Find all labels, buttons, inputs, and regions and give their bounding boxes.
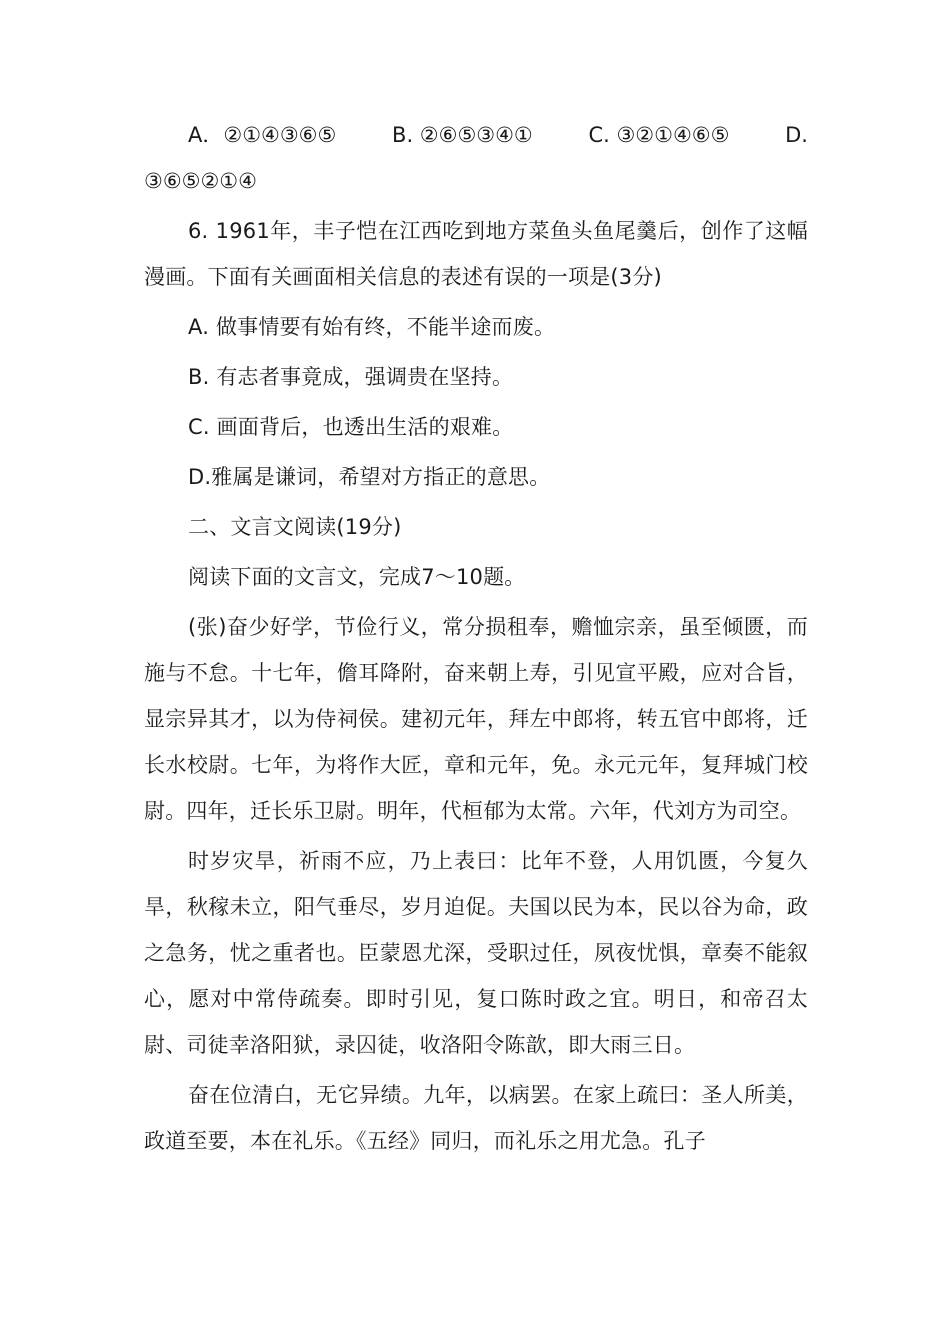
passage-paragraph-1: (张)奋少好学，节俭行义，常分损租奉，赡恤宗亲，虽至倾匮，而施与不怠。十七年，儋耳降附，奋来朝上寿，引见宣平殿，应对合旨，显宗异其才，以为侍祠侯。建初元年，拜左中郎将，转五官中郎将，迁长水校尉。七年，为将作大匠，章和元年，免。永元元年，复拜城门校尉。四年，迁长乐卫尉。明年，代桓郁为太常。六年，代刘方为司空。 [144, 615, 808, 823]
q6-option-b: B. 有志者事竟成，强调贵在坚持。 [188, 365, 514, 389]
document-page [144, 112, 808, 1164]
q6-stem: 6. 1961年，丰子恺在江西吃到地方菜鱼头鱼尾羹后，创作了这幅漫画。下面有关画面相关信息的表述有误的一项是(3分) [144, 219, 808, 289]
section-heading: 二、文言文阅读(19分) [188, 515, 402, 539]
q6-option-d: D.雅属是谦词，希望对方指正的意思。 [188, 465, 551, 489]
passage-paragraph-3: 奋在位清白，无它异绩。九年，以病罢。在家上疏曰：圣人所美，政道至要，本在礼乐。《五经》同归，而礼乐之用尤急。孔子 [144, 1083, 808, 1153]
q5-option-c: C. ③②①④⑥⑤ [588, 123, 730, 147]
q5-option-b: B. ②⑥⑤③④① [392, 123, 533, 147]
q6-option-c: C. 画面背后，也透出生活的艰难。 [188, 415, 514, 439]
passage-paragraph-2: 时岁灾旱，祈雨不应，乃上表曰：比年不登，人用饥匮，今复久旱，秋稼未立，阳气垂尽，岁月迫促。夫国以民为本，民以谷为命，政之急务，忧之重者也。臣蒙恩尤深，受职过任，夙夜忧惧，章奏不能叙心，愿对中常侍疏奏。即时引见，复口陈时政之宜。明日，和帝召太尉、司徒幸洛阳狱，录囚徒，收洛阳令陈歆，即大雨三日。 [144, 849, 808, 1057]
q5-option-a: A．②①④③⑥⑤ [188, 123, 337, 147]
q6-option-a: A. 做事情要有始有终，不能半途而废。 [188, 315, 556, 339]
q5-options [144, 112, 808, 158]
q5-option-d-continued: ③⑥⑤②①④ [144, 169, 257, 193]
q5-option-d: D. [785, 123, 808, 147]
reading-instruction: 阅读下面的文言文，完成7～10题。 [188, 565, 526, 589]
